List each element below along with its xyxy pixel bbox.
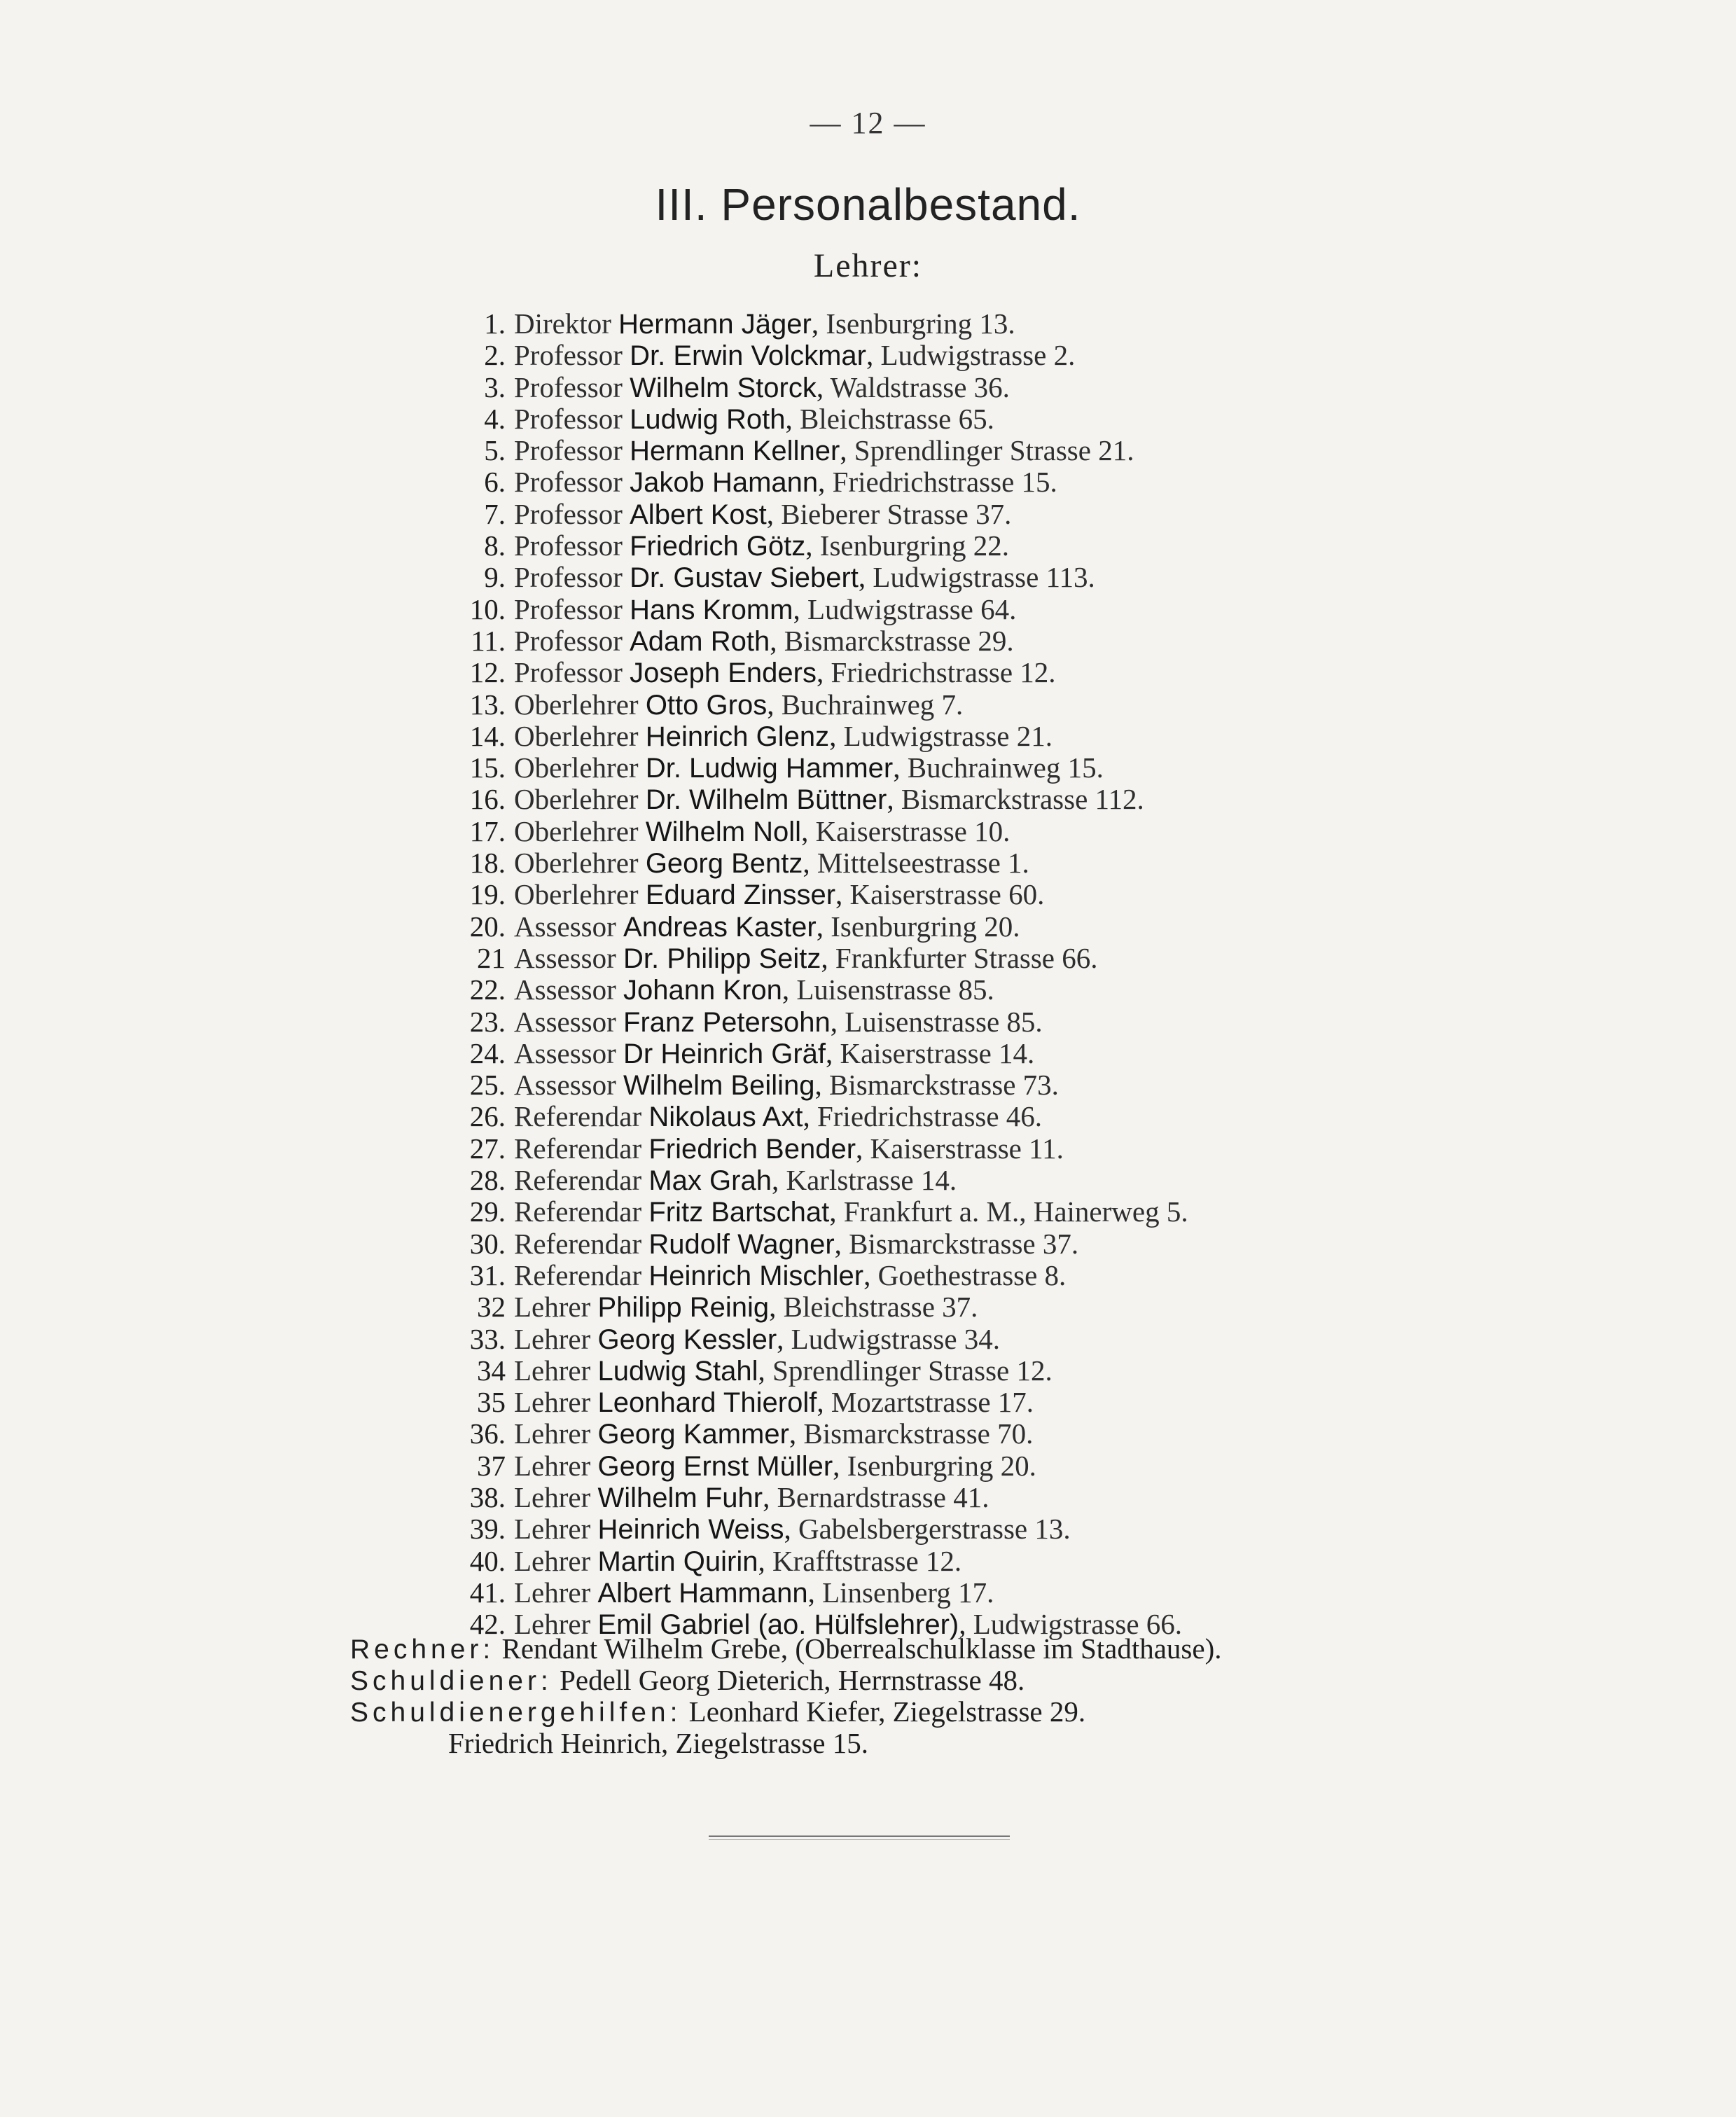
teacher-number: 8.: [484, 529, 506, 562]
teacher-row: 7. Professor Albert Kost, Bieberer Strasse 37.: [406, 499, 1681, 530]
teacher-number: 21: [477, 941, 506, 974]
teacher-name: Friedrich Bender: [648, 1133, 856, 1165]
teacher-row: 11. Professor Adam Roth, Bismarckstrasse 29.: [406, 625, 1681, 657]
teacher-name: Hans Kromm: [630, 594, 793, 625]
teacher-row: 1. Direktor Hermann Jäger, Isenburgring 13.: [406, 308, 1681, 340]
teacher-name: Leonhard Thierolf: [597, 1387, 817, 1419]
teacher-name: Martin Quirin: [597, 1546, 758, 1577]
teacher-row: 3. Professor Wilhelm Storck, Waldstrasse 36.: [406, 372, 1681, 403]
teacher-title: Oberlehrer: [514, 847, 639, 880]
teacher-name: Rudolf Wagner: [648, 1228, 835, 1260]
teacher-title: Lehrer: [514, 1386, 591, 1419]
teacher-row: 20. Assessor Andreas Kaster, Isenburgring 20.: [406, 911, 1681, 943]
teacher-row: 26. Referendar Nikolaus Axt, Friedrichstrasse 46.: [406, 1101, 1681, 1132]
closing-rule: [709, 1835, 1010, 1840]
teacher-number: 33.: [469, 1322, 506, 1355]
teacher-number: 40.: [469, 1544, 506, 1577]
teacher-title: Referendar: [514, 1195, 642, 1228]
teacher-number: 31.: [469, 1258, 506, 1291]
teacher-number: 24.: [469, 1036, 506, 1069]
teacher-title: Referendar: [514, 1227, 642, 1260]
teacher-name: Hermann Jäger: [618, 309, 812, 340]
teacher-address: Bernardstrasse 41.: [777, 1480, 989, 1513]
teacher-row: 8. Professor Friedrich Götz, Isenburgring 22.: [406, 530, 1681, 562]
teacher-row: 35 Lehrer Leonhard Thierolf, Mozartstrasse 17.: [406, 1387, 1681, 1418]
teacher-number: 41.: [469, 1576, 506, 1609]
schuldiener-text: Pedell Georg Dieterich, Herrnstrasse 48.: [560, 1664, 1025, 1696]
teacher-title: Oberlehrer: [514, 751, 639, 784]
teacher-address: Karlstrasse 14.: [786, 1164, 957, 1197]
teacher-name: Joseph Enders: [630, 658, 817, 689]
teacher-title: Oberlehrer: [514, 783, 639, 816]
teacher-title: Professor: [514, 402, 623, 435]
teacher-name: Andreas Kaster: [623, 911, 817, 943]
teacher-name: Adam Roth: [630, 625, 770, 657]
teacher-row: 15. Oberlehrer Dr. Ludwig Hammer, Buchrainweg 15.: [406, 752, 1681, 784]
teacher-number: 29.: [469, 1195, 506, 1228]
teacher-number: 32: [477, 1291, 506, 1324]
teacher-row: 9. Professor Dr. Gustav Siebert, Ludwigstrasse 113.: [406, 562, 1681, 593]
teacher-name: Johann Kron: [623, 975, 782, 1006]
gehilfen-line: [350, 1696, 1681, 1728]
teacher-title: Assessor: [514, 973, 616, 1006]
teacher-address: Kaiserstrasse 10.: [815, 814, 1011, 847]
teacher-row: 27. Referendar Friedrich Bender, Kaiserstrasse 11.: [406, 1133, 1681, 1165]
teacher-name: Friedrich Götz: [630, 531, 806, 562]
teacher-address: Bismarckstrasse 73.: [828, 1069, 1059, 1102]
teacher-title: Oberlehrer: [514, 814, 639, 847]
teacher-number: 10.: [469, 592, 506, 625]
teacher-title: Assessor: [514, 1069, 616, 1102]
teacher-title: Lehrer: [514, 1417, 591, 1450]
teacher-row: 31. Referendar Heinrich Mischler, Goethestrasse 8.: [406, 1260, 1681, 1291]
teacher-title: Professor: [514, 466, 623, 499]
teacher-title: Lehrer: [514, 1480, 591, 1513]
teacher-number: 14.: [469, 719, 506, 752]
teacher-address: Bismarckstrasse 70.: [803, 1417, 1034, 1450]
teacher-row: 16. Oberlehrer Dr. Wilhelm Büttner, Bismarckstrasse 112.: [406, 784, 1681, 815]
teacher-name: Wilhelm Fuhr: [597, 1482, 763, 1513]
teacher-number: 5.: [484, 434, 506, 467]
teacher-number: 28.: [469, 1164, 506, 1197]
teacher-number: 34: [477, 1354, 506, 1387]
gehilfen-continuation: Friedrich Heinrich, Ziegelstrasse 15.: [448, 1727, 869, 1759]
teacher-number: 13.: [469, 688, 506, 721]
teacher-name: Wilhelm Storck: [630, 372, 817, 403]
teacher-row: 33. Lehrer Georg Kessler, Ludwigstrasse 34.: [406, 1324, 1681, 1355]
teacher-title: Oberlehrer: [514, 688, 639, 721]
teacher-number: 17.: [469, 814, 506, 847]
teacher-name: Dr. Gustav Siebert: [630, 562, 859, 594]
teacher-row: 2. Professor Dr. Erwin Volckmar, Ludwigstrasse 2.: [406, 340, 1681, 371]
teacher-title: Oberlehrer: [514, 878, 639, 911]
teacher-number: 12.: [469, 656, 506, 689]
teacher-title: Referendar: [514, 1132, 642, 1165]
subtitle: Lehrer:: [813, 247, 923, 284]
teacher-number: 36.: [469, 1417, 506, 1450]
teacher-name: Ludwig Stahl: [597, 1355, 758, 1387]
teacher-name: Heinrich Glenz: [645, 721, 830, 752]
teacher-number: 1.: [484, 307, 506, 340]
teacher-row: 18. Oberlehrer Georg Bentz, Mittelseestrasse 1.: [406, 847, 1681, 879]
teacher-row: 19. Oberlehrer Eduard Zinsser, Kaiserstrasse 60.: [406, 879, 1681, 910]
teacher-name: Emil Gabriel (ao. Hülfslehrer): [597, 1609, 959, 1641]
teacher-name: Eduard Zinsser: [645, 880, 836, 911]
teacher-address: Bismarckstrasse 112.: [901, 783, 1144, 816]
teacher-name: Georg Kammer: [597, 1419, 789, 1450]
teacher-row: 40. Lehrer Martin Quirin, Krafftstrasse 12.: [406, 1546, 1681, 1577]
teacher-number: 7.: [484, 497, 506, 530]
teacher-title: Professor: [514, 370, 623, 403]
teacher-title: Assessor: [514, 1005, 616, 1038]
teacher-name: Wilhelm Beiling: [623, 1070, 815, 1102]
teacher-address: Kaiserstrasse 11.: [870, 1132, 1064, 1165]
teacher-name: Max Grah: [648, 1165, 772, 1197]
teacher-name: Dr. Philipp Seitz: [623, 943, 821, 974]
teacher-number: 16.: [469, 783, 506, 816]
teacher-row: 17. Oberlehrer Wilhelm Noll, Kaiserstrasse 10.: [406, 816, 1681, 847]
page-number: — 12 —: [810, 106, 926, 140]
teacher-number: 27.: [469, 1132, 506, 1165]
teacher-address: Ludwigstrasse 66.: [973, 1608, 1183, 1641]
teacher-number: 42.: [469, 1608, 506, 1641]
teacher-row: 41. Lehrer Albert Hammann, Linsenberg 17.: [406, 1577, 1681, 1609]
schuldiener-line: [350, 1665, 1681, 1697]
teacher-name: Otto Gros: [645, 689, 768, 721]
teacher-address: Gabelsbergerstrasse 13.: [798, 1513, 1071, 1546]
teacher-title: Professor: [514, 529, 623, 562]
teacher-number: 19.: [469, 878, 506, 911]
teacher-number: 15.: [469, 751, 506, 784]
teacher-number: 22.: [469, 973, 506, 1006]
teacher-name: Dr. Wilhelm Büttner: [645, 784, 887, 816]
teacher-address: Kaiserstrasse 60.: [849, 878, 1045, 911]
teacher-name: Heinrich Weiss: [597, 1514, 784, 1546]
teacher-number: 25.: [469, 1069, 506, 1102]
teacher-row: 21 Assessor Dr. Philipp Seitz, Frankfurter Strasse 66.: [406, 943, 1681, 974]
teacher-row: 28. Referendar Max Grah, Karlstrasse 14.: [406, 1165, 1681, 1196]
teacher-row: 23. Assessor Franz Petersohn, Luisenstrasse 85.: [406, 1006, 1681, 1038]
teacher-name: Ludwig Roth: [630, 403, 786, 435]
teacher-name: Georg Bentz: [645, 848, 803, 880]
teacher-number: 9.: [484, 561, 506, 594]
teacher-address: Mozartstrasse 17.: [831, 1386, 1034, 1419]
rechner-text: Rendant Wilhelm Grebe, (Oberrealschulklasse im Stadthause).: [501, 1632, 1222, 1665]
teacher-row: 36. Lehrer Georg Kammer, Bismarckstrasse 70.: [406, 1418, 1681, 1450]
teacher-row: 6. Professor Jakob Hamann, Friedrichstrasse 15.: [406, 466, 1681, 498]
teacher-address: Buchrainweg 15.: [907, 751, 1104, 784]
teacher-row: 29. Referendar Fritz Bartschat, Frankfurt a. M., Hainerweg 5.: [406, 1196, 1681, 1228]
teacher-number: 23.: [469, 1005, 506, 1038]
teacher-title: Professor: [514, 624, 623, 657]
teacher-title: Lehrer: [514, 1576, 591, 1609]
teacher-row: 25. Assessor Wilhelm Beiling, Bismarckstrasse 73.: [406, 1069, 1681, 1101]
teacher-number: 3.: [484, 370, 506, 403]
teacher-row: 4. Professor Ludwig Roth, Bleichstrasse 65.: [406, 403, 1681, 435]
teacher-name: Hermann Kellner: [630, 436, 840, 467]
teacher-title: Lehrer: [514, 1449, 591, 1482]
teacher-title: Lehrer: [514, 1513, 591, 1546]
teacher-title: Direktor: [514, 307, 611, 340]
teacher-address: Goethestrasse 8.: [877, 1258, 1067, 1291]
teacher-address: Ludwigstrasse 64.: [807, 592, 1017, 625]
teacher-name: Heinrich Mischler: [648, 1260, 864, 1291]
teacher-title: Oberlehrer: [514, 719, 639, 752]
teacher-number: 11.: [471, 624, 506, 657]
teacher-row: 10. Professor Hans Kromm, Ludwigstrasse 64.: [406, 594, 1681, 625]
teacher-number: 30.: [469, 1227, 506, 1260]
teacher-address: Isenburgring 22.: [819, 529, 1010, 562]
teacher-name: Fritz Bartschat: [648, 1197, 830, 1228]
teacher-name: Dr. Ludwig Hammer: [645, 753, 894, 784]
teacher-name: Philipp Reinig: [597, 1292, 770, 1324]
teacher-number: 38.: [469, 1480, 506, 1513]
teacher-row: 12. Professor Joseph Enders, Friedrichstrasse 12.: [406, 657, 1681, 688]
teacher-address: Isenburgring 20.: [831, 910, 1020, 943]
teacher-number: 6.: [484, 466, 506, 499]
teacher-row: 22. Assessor Johann Kron, Luisenstrasse 85.: [406, 974, 1681, 1006]
teacher-title: Assessor: [514, 1036, 616, 1069]
teacher-number: 2.: [484, 339, 506, 372]
teacher-number: 18.: [469, 847, 506, 880]
teacher-name: Georg Kessler: [597, 1324, 777, 1355]
gehilfen-text: Leonhard Kiefer, Ziegelstrasse 29.: [688, 1695, 1086, 1728]
teacher-name: Dr Heinrich Gräf: [623, 1038, 826, 1069]
schuldiener-label: Schuldiener:: [350, 1666, 553, 1696]
teacher-number: 4.: [484, 402, 506, 435]
teacher-title: Lehrer: [514, 1608, 591, 1641]
teacher-number: 20.: [469, 910, 506, 943]
teacher-name: Dr. Erwin Volckmar: [630, 340, 866, 372]
teacher-name: Albert Kost: [630, 499, 767, 530]
teacher-address: Frankfurt a. M., Hainerweg 5.: [843, 1195, 1188, 1228]
teacher-address: Friedrichstrasse 15.: [832, 466, 1057, 499]
teacher-title: Referendar: [514, 1100, 642, 1133]
teacher-address: Sprendlinger Strasse 12.: [772, 1354, 1053, 1387]
teacher-address: Buchrainweg 7.: [781, 688, 964, 721]
rechner-label: Rechner:: [350, 1634, 495, 1665]
teacher-address: Friedrichstrasse 46.: [817, 1100, 1043, 1133]
teacher-title: Lehrer: [514, 1544, 591, 1577]
teacher-row: 14. Oberlehrer Heinrich Glenz, Ludwigstrasse 21.: [406, 721, 1681, 752]
teacher-name: Nikolaus Axt: [648, 1102, 803, 1133]
teacher-row: 39. Lehrer Heinrich Weiss, Gabelsbergerstrasse 13.: [406, 1513, 1681, 1545]
teacher-title: Professor: [514, 339, 623, 372]
teacher-address: Linsenberg 17.: [822, 1576, 994, 1609]
teacher-address: Bismarckstrasse 29.: [784, 624, 1014, 657]
teacher-title: Lehrer: [514, 1354, 591, 1387]
teacher-number: 35: [477, 1386, 506, 1419]
teacher-address: Isenburgring 20.: [847, 1449, 1036, 1482]
teacher-address: Bismarckstrasse 37.: [849, 1227, 1079, 1260]
teacher-name: Albert Hammann: [597, 1577, 808, 1609]
teacher-address: Waldstrasse 36.: [830, 370, 1010, 403]
gehilfen-label: Schuldienergehilfen:: [350, 1698, 682, 1728]
teacher-number: 37: [477, 1449, 506, 1482]
teacher-address: Isenburgring 13.: [826, 307, 1015, 340]
teacher-address: Frankfurter Strasse 66.: [835, 941, 1098, 974]
teacher-number: 39.: [469, 1513, 506, 1546]
teacher-row: 5. Professor Hermann Kellner, Sprendlinger Strasse 21.: [406, 435, 1681, 466]
teacher-row: 34 Lehrer Ludwig Stahl, Sprendlinger Strasse 12.: [406, 1355, 1681, 1387]
teacher-row: 38. Lehrer Wilhelm Fuhr, Bernardstrasse 41.: [406, 1482, 1681, 1513]
teacher-title: Professor: [514, 561, 623, 594]
teacher-address: Ludwigstrasse 21.: [843, 719, 1053, 752]
teacher-row: 24. Assessor Dr Heinrich Gräf, Kaiserstrasse 14.: [406, 1038, 1681, 1069]
teacher-title: Assessor: [514, 910, 616, 943]
teacher-row: 30. Referendar Rudolf Wagner, Bismarckstrasse 37.: [406, 1228, 1681, 1260]
rechner-line: [350, 1633, 1681, 1665]
teacher-address: Friedrichstrasse 12.: [831, 656, 1056, 689]
teacher-name: Georg Ernst Müller: [597, 1450, 833, 1482]
teacher-address: Bleichstrasse 65.: [800, 402, 994, 435]
teacher-row: 42. Lehrer Emil Gabriel (ao. Hülfslehrer), Ludwigstrasse 66.: [406, 1609, 1681, 1640]
teacher-title: Professor: [514, 497, 623, 530]
teacher-address: Ludwigstrasse 34.: [791, 1322, 1001, 1355]
teacher-title: Professor: [514, 592, 623, 625]
teacher-title: Professor: [514, 656, 623, 689]
teacher-address: Bieberer Strasse 37.: [781, 497, 1012, 530]
teacher-list: [406, 308, 1681, 1640]
teacher-address: Ludwigstrasse 113.: [873, 561, 1095, 594]
teacher-title: Professor: [514, 434, 623, 467]
teacher-row: 13. Oberlehrer Otto Gros, Buchrainweg 7.: [406, 689, 1681, 721]
teacher-address: Krafftstrasse 12.: [772, 1544, 962, 1577]
teacher-title: Referendar: [514, 1258, 642, 1291]
teacher-name: Jakob Hamann: [630, 467, 819, 499]
teacher-title: Referendar: [514, 1164, 642, 1197]
teacher-row: 37 Lehrer Georg Ernst Müller, Isenburgring 20.: [406, 1450, 1681, 1482]
teacher-number: 26.: [469, 1100, 506, 1133]
teacher-address: Ludwigstrasse 2.: [880, 339, 1076, 372]
teacher-name: Franz Petersohn: [623, 1006, 831, 1038]
teacher-address: Luisenstrasse 85.: [845, 1005, 1043, 1038]
teacher-title: Lehrer: [514, 1291, 591, 1324]
teacher-address: Sprendlinger Strasse 21.: [854, 434, 1134, 467]
teacher-row: 32 Lehrer Philipp Reinig, Bleichstrasse 37.: [406, 1291, 1681, 1323]
teacher-title: Lehrer: [514, 1322, 591, 1355]
teacher-address: Luisenstrasse 85.: [796, 973, 994, 1006]
section-title: III. Personalbestand.: [655, 179, 1081, 230]
teacher-title: Assessor: [514, 941, 616, 974]
teacher-address: Mittelseestrasse 1.: [817, 847, 1029, 880]
teacher-address: Bleichstrasse 37.: [783, 1291, 978, 1324]
teacher-address: Kaiserstrasse 14.: [840, 1036, 1035, 1069]
teacher-name: Wilhelm Noll: [645, 816, 802, 847]
